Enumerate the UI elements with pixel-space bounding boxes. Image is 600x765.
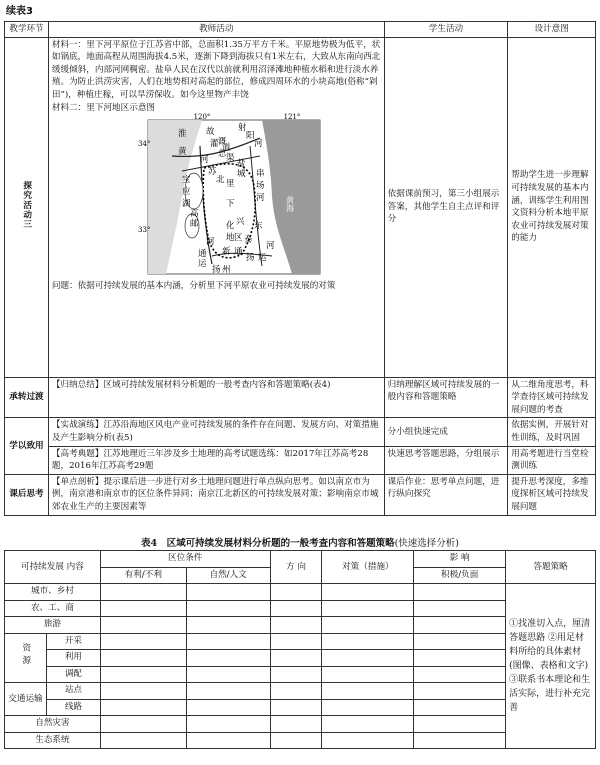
- header-student: 学生活动: [384, 22, 508, 38]
- table4-title-note: (快速选择分析): [394, 538, 460, 549]
- explore-design: 帮助学生进一步理解可持续发展的基本内涵，训练学生利用图文资料分析本地平原农业可持续发展对策的能力: [508, 37, 596, 377]
- lixiahe-map: [137, 113, 327, 278]
- header-strategy: 答题策略: [506, 551, 596, 584]
- label-station: 站点: [46, 683, 100, 700]
- material-one: 材料一：里下河平原位于江苏省中部，总面积1.35万平方千米。平原地势极为低平，状如锅底，地面高程从周围海拔4.5米，逐渐下降到海拔只有1米左右，大致从东南向西北缓缓倾斜，内部河网稠密。盐阜人民在汉代以前就利用沼泽滩地种植水稻和进行淡水养殖。为防止洪涝灾害，人们在地势相对高起的部位，修成四周环水的小块高地(俗称“剁田”)，种植庄稼，可以旱涝保收。如今这里物产丰饶: [51, 39, 381, 100]
- svg-text:城: 城: [236, 169, 246, 180]
- svg-text:通: 通: [197, 249, 207, 260]
- label-use: 利用: [46, 650, 100, 667]
- table3-header-row: [5, 22, 596, 38]
- strategy-text: ①找准切入点，厘清答题思路 ②用足材料所给的具体素材(图像、表格和文字) ③联系书本理论和生活实际，进行补充完善: [506, 584, 596, 749]
- lat-label-34: 34°: [137, 140, 151, 149]
- svg-text:河: 河: [265, 241, 275, 252]
- table4-title: 表4 区域可持续发展材料分析题的一般考查内容和答题策略(快速选择分析): [140, 538, 460, 549]
- svg-text:盐: 盐: [236, 159, 246, 170]
- header-diagonal-label: 可持续发展 内容: [20, 561, 84, 572]
- svg-text:溉: 溉: [217, 137, 227, 148]
- apply-design-1: 依据实例，开展针对性训练，及时巩固: [508, 418, 596, 446]
- svg-text:河: 河: [253, 139, 263, 150]
- header-impact-sub: 积极/负面: [414, 567, 506, 584]
- after-design: 提升思考深度，多维度探析区域可持续发展问题: [508, 474, 596, 515]
- svg-text:总: 总: [217, 149, 227, 160]
- material-two: 材料二：里下河地区示意图: [51, 102, 156, 113]
- svg-text:州: 州: [221, 265, 231, 276]
- svg-text:运: 运: [197, 259, 207, 270]
- label-tourism: 旅游: [5, 617, 101, 634]
- apply-student-2: 快速思考答题思路，分组展示: [384, 446, 508, 474]
- lat-label-33: 33°: [137, 226, 151, 235]
- header-teacher: 教师活动: [48, 22, 384, 38]
- svg-text:灌: 灌: [209, 139, 219, 150]
- row-after: [5, 474, 596, 515]
- svg-text:河: 河: [255, 193, 265, 204]
- header-favor: 有利/不利: [100, 567, 186, 584]
- stage-apply: 学以致用: [5, 418, 49, 474]
- svg-text:泰: 泰: [243, 235, 253, 246]
- sea-label: 黄海: [285, 196, 295, 213]
- stage-explore: 探究活动三: [21, 180, 32, 229]
- svg-text:阳: 阳: [245, 131, 255, 142]
- label-exploit: 开采: [46, 633, 100, 650]
- explore-student: 依据课前预习，第三小组展示答案，其他学生自主点评和评分: [384, 37, 508, 377]
- svg-text:运: 运: [257, 253, 267, 264]
- svg-text:苏: 苏: [207, 167, 217, 178]
- teaching-table: [4, 21, 596, 516]
- svg-text:射: 射: [237, 123, 247, 134]
- svg-text:扬: 扬: [245, 253, 255, 264]
- label-disaster: 自然灾害: [5, 716, 101, 733]
- question-text: 问题：依据可持续发展的基本内涵，分析里下河平原农业可持续发展的对策: [51, 281, 336, 292]
- lon-label-121: 121°: [283, 113, 301, 122]
- svg-text:河: 河: [199, 155, 209, 166]
- svg-text:故: 故: [205, 127, 215, 138]
- svg-text:河: 河: [205, 237, 215, 248]
- svg-text:场: 场: [255, 181, 265, 192]
- after-teacher: 【单点剖析】提示课后进一步进行对乡土地理问题进行单点纵向思考。如以南京市为例，南京港和南京市的区位条件异同；南京江北新区的可持续发展对策；影响南京市城郊农业生产的主要因素等: [48, 474, 384, 515]
- label-urban: 城市、乡村: [5, 584, 101, 601]
- svg-text:兴: 兴: [235, 217, 245, 228]
- table-caption: 续表3: [6, 6, 33, 17]
- svg-text:里: 里: [225, 179, 235, 190]
- transition-teacher: 【归纳总结】区域可持续发展材料分析题的一般考查内容和答题策略(表4): [48, 377, 384, 418]
- label-line: 线路: [46, 699, 100, 716]
- stage-after: 课后思考: [5, 474, 49, 515]
- header-measures: 对策（措施）: [322, 551, 414, 584]
- apply-design-2: 用高考题进行当堂检测训练: [508, 446, 596, 474]
- svg-text:湖: 湖: [181, 199, 191, 210]
- lon-label-120: 120°: [193, 113, 211, 122]
- after-student: 课后作业：思考单点问题，进行纵向探究: [384, 474, 508, 515]
- label-industry: 农、工、商: [5, 600, 101, 617]
- label-eco: 生态系统: [5, 732, 101, 749]
- svg-text:东: 东: [253, 221, 263, 232]
- transition-student: 归纳理解区域可持续发展的一般内容和答题策略: [384, 377, 508, 418]
- row-urban: [5, 584, 596, 601]
- label-allocate: 调配: [46, 666, 100, 683]
- strategy-table: [4, 550, 596, 749]
- svg-text:邮: 邮: [189, 219, 199, 230]
- svg-text:北: 北: [215, 175, 225, 186]
- stage-transition: 承转过渡: [5, 377, 49, 418]
- header-direction: 方 向: [270, 551, 322, 584]
- header-impact: 影 响: [414, 551, 506, 568]
- row-apply-2: [5, 446, 596, 474]
- svg-text:渠: 渠: [225, 153, 235, 164]
- svg-text:淮: 淮: [177, 129, 187, 140]
- row-apply-1: [5, 418, 596, 446]
- svg-text:下: 下: [225, 199, 235, 210]
- svg-text:区: 区: [233, 233, 243, 244]
- svg-text:高: 高: [189, 209, 199, 220]
- header-location: 区位条件: [100, 551, 270, 568]
- svg-text:道: 道: [221, 143, 231, 154]
- header-nature: 自然/人文: [186, 567, 270, 584]
- svg-text:新: 新: [221, 247, 231, 258]
- svg-text:应: 应: [181, 187, 191, 198]
- svg-text:化: 化: [225, 221, 235, 232]
- svg-text:地: 地: [225, 233, 235, 244]
- transition-design: 从二维角度思考，科学查待区域可持续发展问题的考查: [508, 377, 596, 418]
- svg-text:扬: 扬: [211, 265, 221, 276]
- apply-teacher-2: 【高考典题】江苏地理近三年涉及乡土地理的高考试题选练：如2017年江苏高考28题，2016年江苏高考29题: [48, 446, 384, 474]
- row-transition: [5, 377, 596, 418]
- apply-teacher-1: 【实战演练】江苏沿海地区风电产业可持续发展的条件存在问题、发展方向、对策措施及产生影响分析(表5): [48, 418, 384, 446]
- svg-text:黄: 黄: [177, 147, 187, 158]
- row-explore: [5, 37, 596, 377]
- svg-text:宝: 宝: [181, 175, 191, 186]
- svg-text:通: 通: [233, 247, 243, 258]
- label-transport: 交通运输: [5, 683, 47, 716]
- header-stage: 教学环节: [5, 22, 49, 38]
- header-design: 设计意图: [508, 22, 596, 38]
- svg-text:串: 串: [255, 169, 265, 180]
- table4-header-row-1: [5, 551, 596, 568]
- label-resource: 资源: [20, 642, 31, 669]
- apply-student-1: 分小组快速完成: [384, 418, 508, 446]
